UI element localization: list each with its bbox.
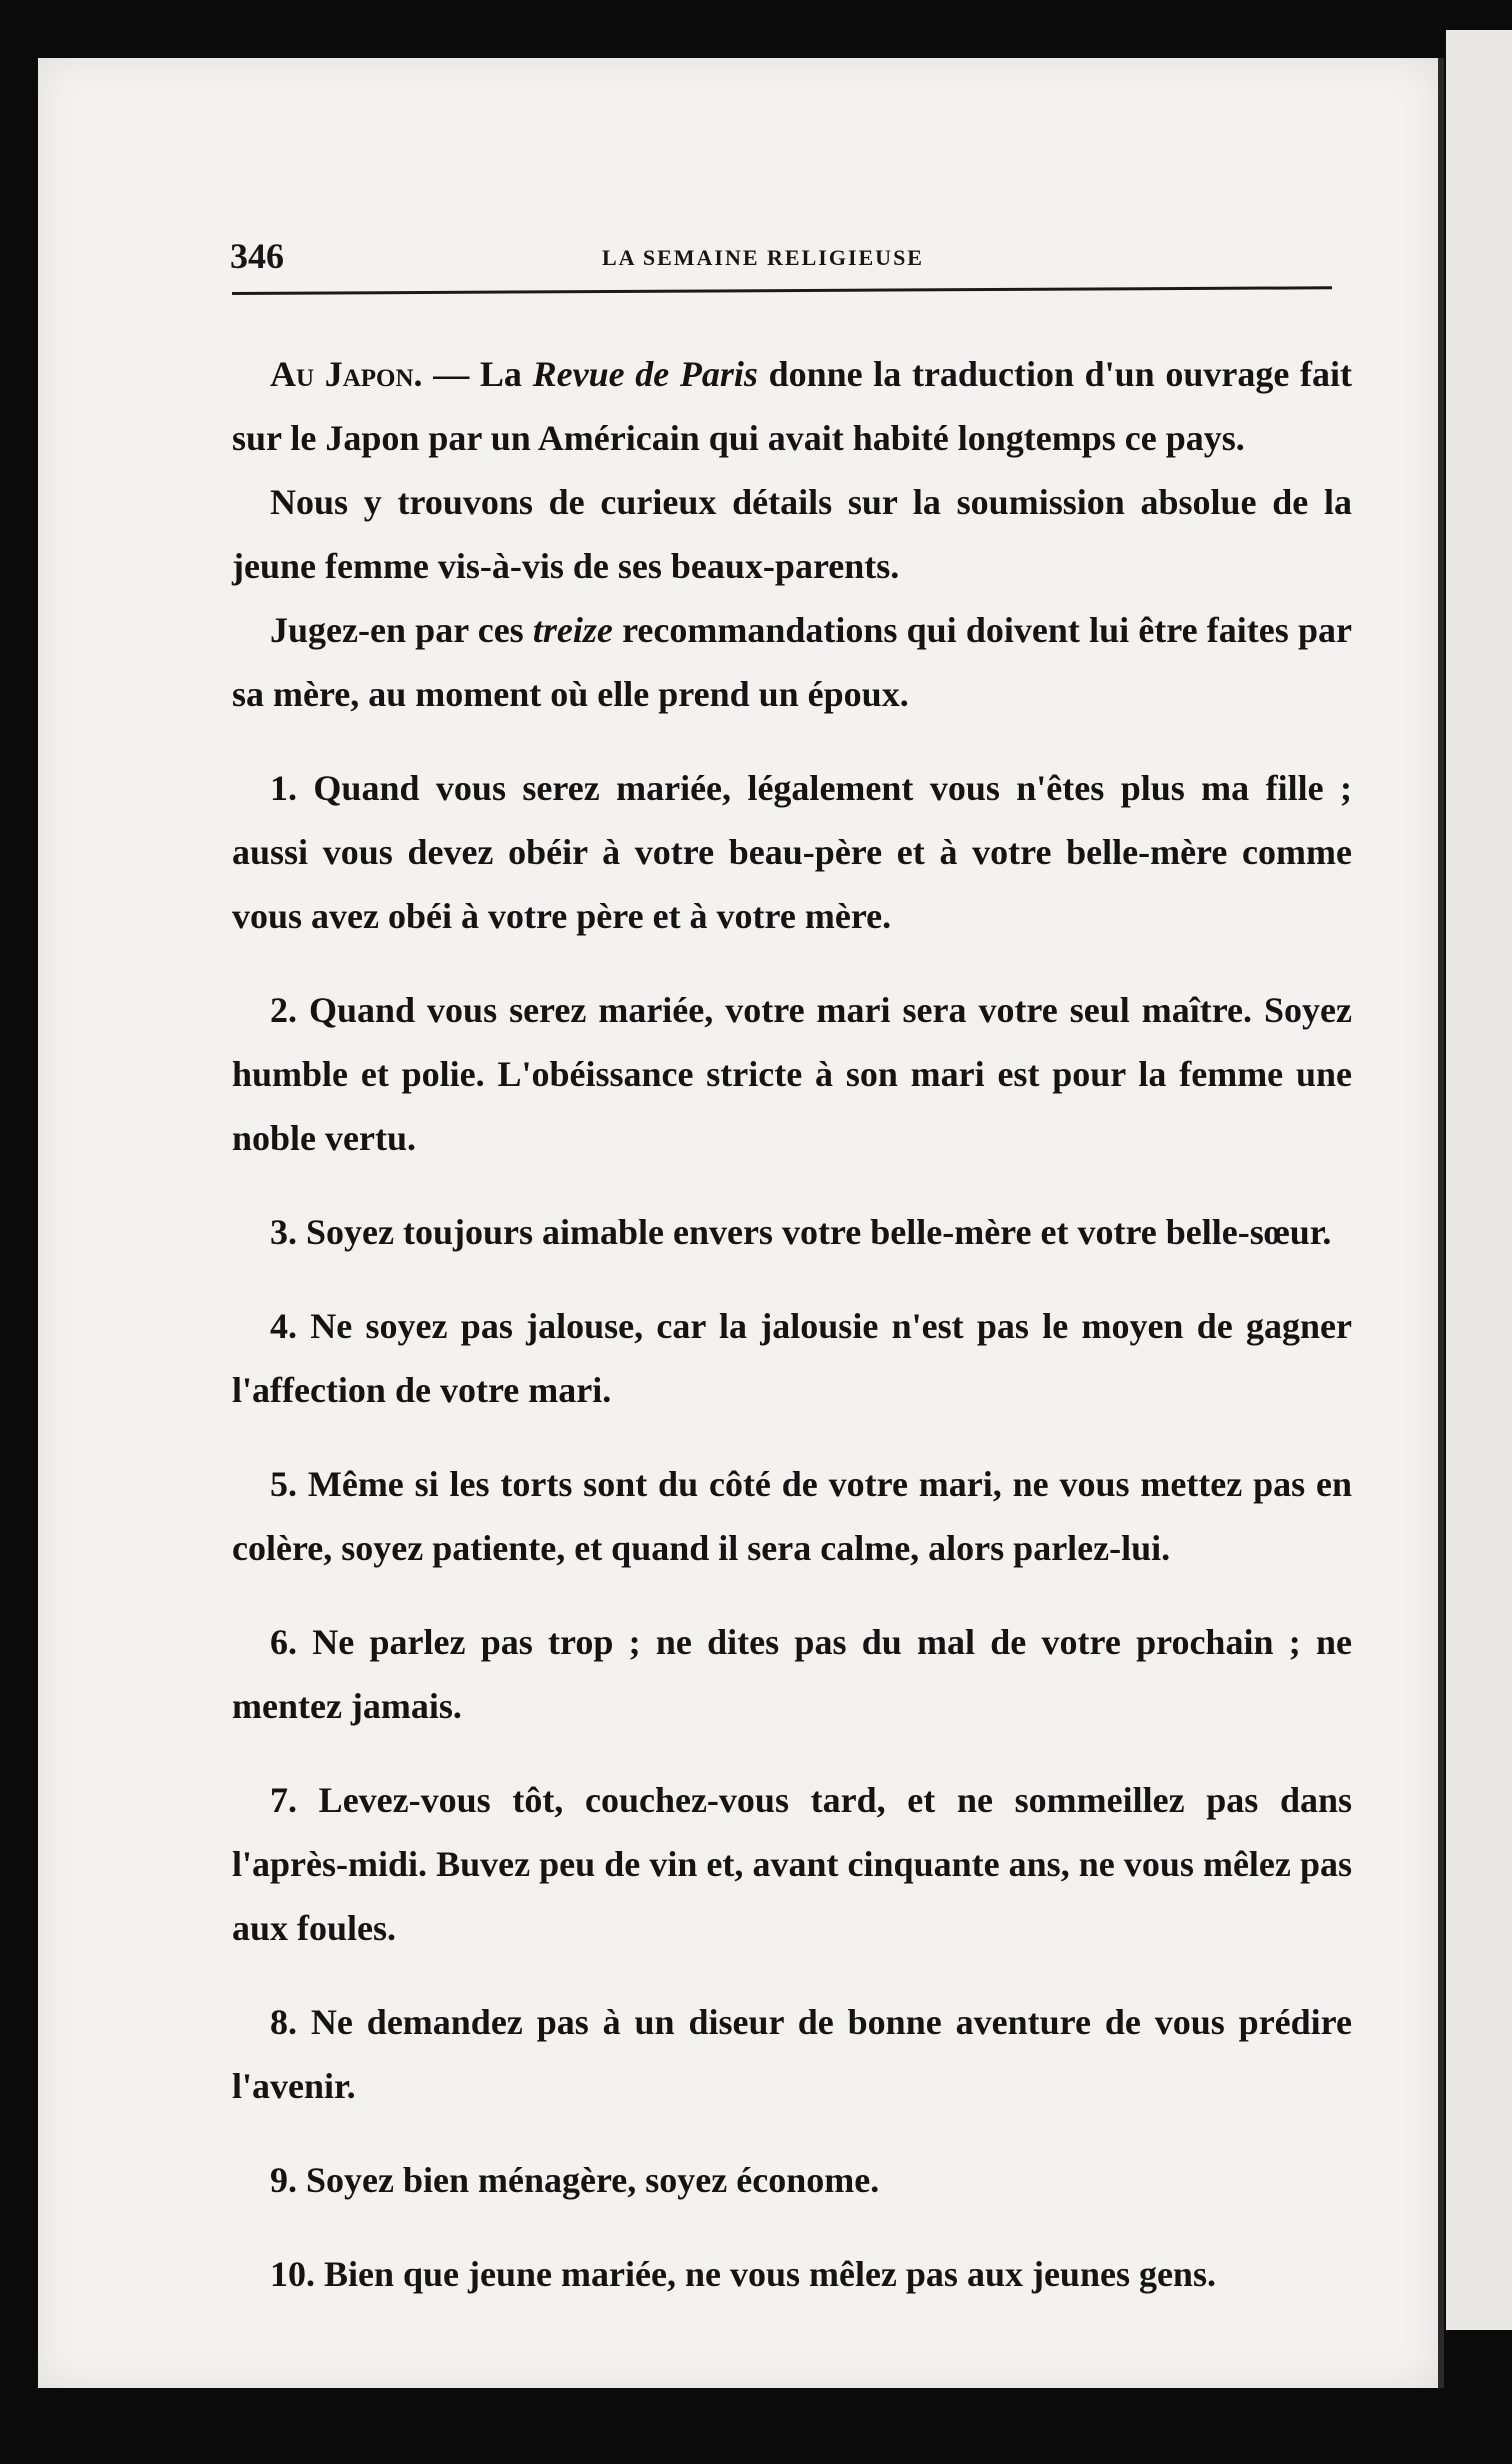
para3-treize: treize [532,610,613,650]
list-item-2: 2. Quand vous serez mariée, votre mari sera votre seul maître. Soyez humble et polie. L'obéissance stricte à son mari est pour la femme une noble vertu. [232,990,1352,1158]
next-page-edge [1446,30,1512,2330]
list-item-6: 6. Ne parlez pas trop ; ne dites pas du mal de votre prochain ; ne mentez jamais. [232,1622,1352,1726]
intro-rest: donne la traduction d'un ouvrage fait sur le Japon par un Américain qui avait habité longtemps ce pays. [232,354,1352,458]
body-text [232,342,1352,2306]
page-number: 346 [230,236,284,276]
section-heading: Au Japon. [270,354,423,394]
paragraph-2: Nous y trouvons de curieux détails sur la soumission absolue de la jeune femme vis-à-vis de ses beaux-parents. [232,482,1352,586]
para3-after: recommandations qui doivent lui être faites par sa mère, au moment où elle prend un époux. [232,610,1352,714]
list-item-3: 3. Soyez toujours aimable envers votre belle-mère et votre belle-sœur. [270,1212,1332,1252]
journal-title: Revue de Paris [532,354,758,394]
intro-paragraph [232,342,1352,470]
list-item-9: 9. Soyez bien ménagère, soyez économe. [270,2160,880,2200]
para3-before: Jugez-en par ces [270,610,533,650]
page-header [190,235,1340,285]
list-item-5: 5. Même si les torts sont du côté de votre mari, ne vous mettez pas en colère, soyez patiente, et quand il sera calme, alors parlez-lui. [232,1464,1352,1568]
intro-dash: — La [422,354,533,394]
list-item-1: 1. Quand vous serez mariée, légalement vous n'êtes plus ma fille ; aussi vous devez obéir à votre beau-père et à votre belle-mère comme vous avez obéi à votre père et à votre mère. [232,768,1352,936]
running-head: LA SEMAINE RELIGIEUSE [602,245,924,270]
list-item-4: 4. Ne soyez pas jalouse, car la jalousie n'est pas le moyen de gagner l'affection de votre mari. [232,1306,1352,1410]
list-item-8: 8. Ne demandez pas à un diseur de bonne aventure de vous prédire l'avenir. [232,2002,1352,2106]
list-item-10: 10. Bien que jeune mariée, ne vous mêlez pas aux jeunes gens. [270,2254,1216,2294]
list-item-7: 7. Levez-vous tôt, couchez-vous tard, et ne sommeillez pas dans l'après-midi. Buvez peu de vin et, avant cinquante ans, ne vous mêlez pas aux foules. [232,1780,1352,1948]
paragraph-3 [232,598,1352,726]
